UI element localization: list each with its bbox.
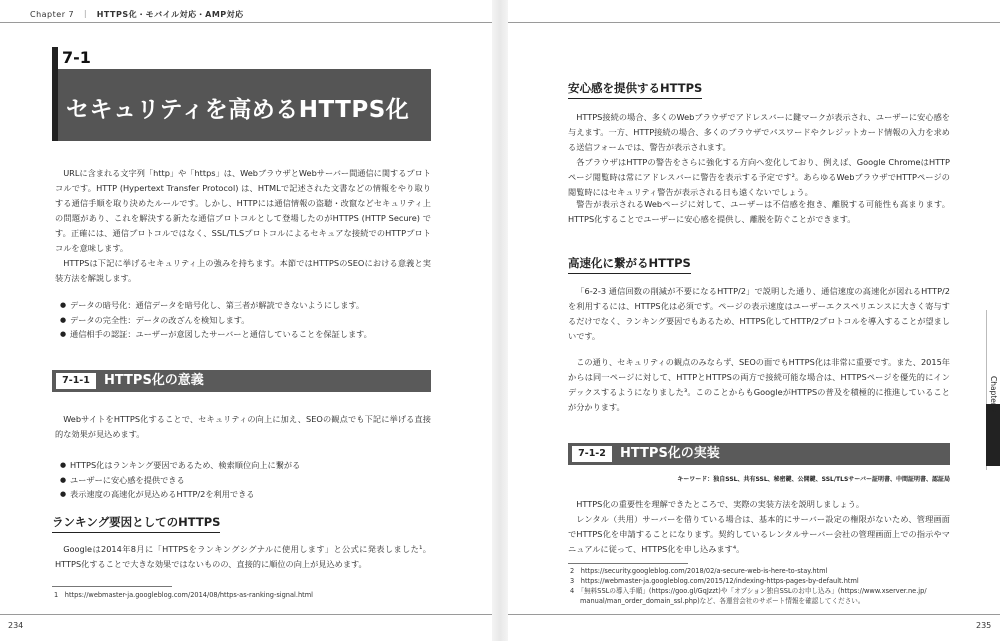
footnote-2: 2 https://security.googleblog.com/2018/02/a-secure-web-is-here-to-stay.html [570,567,828,575]
ranking-paragraph: Googleは2014年8月に「HTTPSをランキングシグナルに使用します」と公式に発表しました¹。HTTPS化することで大きな効果ではないものの、直接的に順位の向上が見込めます。 [55,544,431,569]
speed-paragraph-2: この通り、セキュリティの観点のみならず、SEOの面でもHTTPS化は非常に重要です。また、2015年からは同一ページに対して、HTTPとHTTPSの両方で接続可能な場合は、HTTPSページを優先的にインデックスするようになりました³。このことからもGoogleがHTTPSの普及を積極的に推進していることが分かります。 [568,357,950,412]
intro-paragraph-2: HTTPSは下記に挙げるセキュリティ上の強みを持ちます。本節ではHTTPSのSEOにおける意義と実装方法を解説します。 [55,258,431,283]
security-bullet-list [60,298,372,342]
subsection-title: HTTPS化の実装 [620,446,720,461]
footnote-1: 1 https://webmaster-ja.googleblog.com/2014/08/https-as-ranking-signal.html [54,591,313,599]
section-title: セキュリティを高めるHTTPS化 [66,97,410,123]
header-chapter: Chapter 7 [30,10,75,19]
section-title-block [52,47,431,141]
page-number: 234 [8,621,24,630]
running-header [30,9,244,20]
list-item: ● HTTPS化はランキング要因であるため、検索順位向上に繋がる [60,458,300,473]
footer-rule [0,614,492,615]
section-number: 7-1 [62,48,91,67]
footnote-rule [568,563,688,564]
footer-rule [508,614,1000,615]
header-separator: ｜ [81,10,90,19]
speed-paragraph-1: 「6-2-3 通信回数の削減が不要になるHTTP/2」で説明した通り、通信速度の高速化が図れるHTTP/2を利用するには、HTTPS化は必須です。ページの表示速度はユーザーエクスペリエンスに大きく寄与するだけでなく、ランキング要因でもあるため、HTTPS化してHTTP/2プロトコルを導入することが望ましいです。 [568,286,950,341]
book-gutter [492,0,508,641]
list-item: ● データの完全性：データの改ざんを検知します。 [60,313,372,328]
footnote-4: 4 「無料SSLの導入手順」(https://goo.gl/GqJzzt)や「オプション独自SSLのお申し込み」(https://www.xserver.ne.jp/ [570,587,927,595]
keywords-line: キーワード：独自SSL、共有SSL、秘密鍵、公開鍵、SSL/TLSサーバー証明書、中間証明書、認証局 [677,476,950,483]
subsection-title: HTTPS化の意義 [104,373,204,388]
footnote-4-continued: manual/man_order_domain_ssl.php)など、各運営会社のサポート情報を確認してください。 [580,597,865,605]
header-rule [0,22,492,23]
list-item: ● ユーザーに安心感を提供できる [60,473,300,488]
meaning-bullet-list [60,458,300,502]
intro-paragraph-1: URLに含まれる文字列「http」や「https」は、WebブラウザとWebサーバー間通信に関するプロトコルです。HTTP (Hypertext Transfer Protocol) は、HTMLで記述された文書などの情報をやり取りする通信手順を取り決めたルールです。しかし、HTTPには通信情報の盗聴・改竄などセキュリティ上の問題があり、これを解決する新たな通信プロトコルとして登場したのがHTTPS (HTTP Secure) です。正確には、通信プロトコルではなく、SSL/TLSプロトコルによるセキュアな接続でのHTTPプロトコルを意味します。 [55,168,431,253]
chapter-tab-marker [986,404,1000,466]
footnote-3: 3 https://webmaster-ja.googleblog.com/2015/12/indexing-https-pages-by-default.html [570,577,859,585]
implementation-paragraph-1: HTTPS化の重要性を理解できたところで、実際の実装方法を説明しましょう。 [576,499,865,509]
footnote-rule [52,586,172,587]
meaning-paragraph: WebサイトをHTTPS化することで、セキュリティの向上に加え、SEOの観点でも下記に挙げる直接的な効果が見込めます。 [55,414,431,439]
list-item: ● 表示速度の高速化が見込めるHTTP/2を利用できる [60,487,300,502]
safety-subheading: 安心感を提供するHTTPS [568,80,702,99]
list-item: ● 通信相手の認証：ユーザーが意図したサーバーと通信していることを保証します。 [60,327,372,342]
safety-paragraph-2: 各ブラウザはHTTPの警告をさらに強化する方向へ変化しており、例えば、Google ChromeはHTTPページ閲覧時は常にアドレスバーに警告を表示する予定です²。あらゆるWebブラウザでHTTPページの閲覧時にはセキュリティ警告が表示される日も遠くないでしょう。 [568,157,950,197]
list-item: ● データの暗号化：通信データを暗号化し、第三者が解読できないようにします。 [60,298,372,313]
subsection-number: 7-1-2 [572,446,612,462]
left-page [0,0,492,641]
right-page [508,0,1000,641]
safety-paragraph-1: HTTPS接続の場合、多くのWebブラウザでアドレスバーに鍵マークが表示され、ユーザーに安心感を与えます。一方、HTTP接続の場合、多くのブラウザでパスワードやクレジットカード情報の入力を求める送信フォームでは、警告が表示されます。 [568,112,950,152]
subsection-heading-7-1-1 [52,370,431,392]
subsection-number: 7-1-1 [56,373,96,389]
speed-subheading: 高速化に繋がるHTTPS [568,255,691,274]
header-title: HTTPS化・モバイル対応・AMP対応 [96,10,244,19]
implementation-paragraph-2: レンタル（共用）サーバーを借りている場合は、基本的にサーバー設定の権限がないため、管理画面でHTTPS化を申請することになります。契約しているレンタルサーバー会社の管理画面上での指示やマニュアルに従って、HTTPS化を申し込みます⁴。 [568,514,950,554]
page-number: 235 [976,621,992,630]
chapter-tab-label: Chapter 7 [989,376,998,414]
subsection-heading-7-1-2 [568,443,950,465]
safety-paragraph-3: 警告が表示されるWebページに対して、ユーザーは不信感を抱き、離脱する可能性も高まります。HTTPS化することでユーザーに安心感を提供し、離脱を防ぐことができます。 [568,199,950,224]
header-rule [508,22,1000,23]
ranking-subheading: ランキング要因としてのHTTPS [52,514,220,533]
